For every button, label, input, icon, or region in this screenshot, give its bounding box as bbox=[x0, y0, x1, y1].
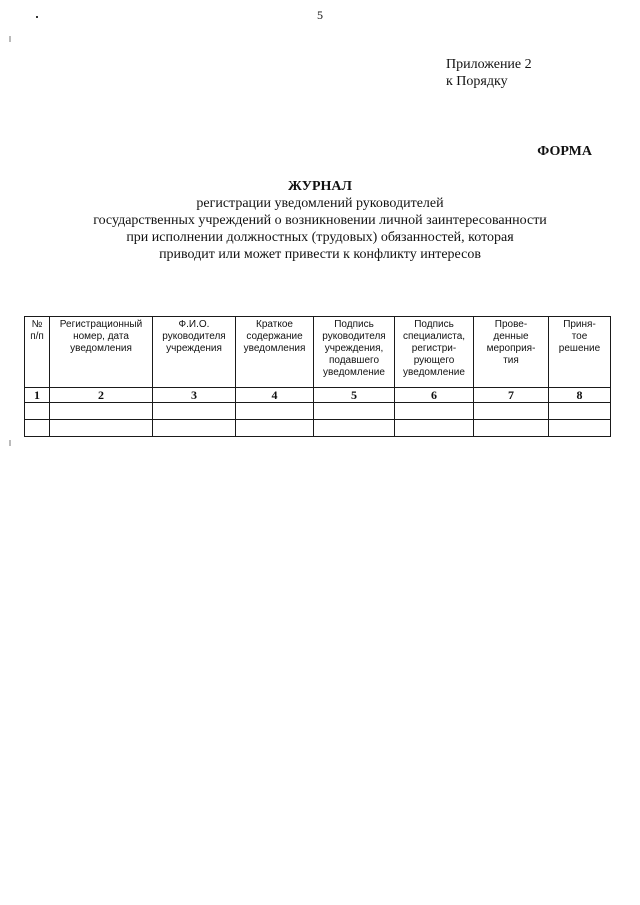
table-cell bbox=[25, 403, 50, 420]
table-cell bbox=[549, 403, 611, 420]
column-number: 7 bbox=[474, 388, 549, 403]
page-number: 5 bbox=[317, 8, 323, 22]
table-cell bbox=[25, 420, 50, 437]
table-row bbox=[25, 420, 611, 437]
appendix-note bbox=[446, 56, 532, 90]
table-cell bbox=[314, 420, 395, 437]
appendix-line: Приложение 2 bbox=[446, 57, 532, 72]
column-header-specialist-signature: Подпись специалиста, регистри- рующего уведомление bbox=[395, 317, 474, 388]
column-number: 3 bbox=[153, 388, 236, 403]
column-number: 1 bbox=[25, 388, 50, 403]
document-subtitle-line: государственных учреждений о возникновении личной заинтересованности bbox=[93, 213, 547, 228]
document-title: ЖУРНАЛ bbox=[288, 179, 352, 194]
column-number: 4 bbox=[236, 388, 314, 403]
table-header-row bbox=[25, 317, 611, 388]
column-number: 5 bbox=[314, 388, 395, 403]
column-header-number: № п/п bbox=[25, 317, 50, 388]
column-header-registration: Регистрационный номер, дата уведомления bbox=[50, 317, 153, 388]
document-subtitle-line: при исполнении должностных (трудовых) обязанностей, которая bbox=[126, 230, 514, 245]
table-cell bbox=[474, 420, 549, 437]
scan-margin-mark bbox=[9, 440, 11, 446]
table-cell bbox=[395, 420, 474, 437]
column-header-head-name: Ф.И.О. руководителя учреждения bbox=[153, 317, 236, 388]
table-row bbox=[25, 403, 611, 420]
table-cell bbox=[153, 403, 236, 420]
document-heading bbox=[0, 178, 640, 263]
table-cell bbox=[50, 420, 153, 437]
scan-margin-mark bbox=[9, 36, 11, 42]
table-cell bbox=[236, 420, 314, 437]
table-cell bbox=[50, 403, 153, 420]
journal-table bbox=[24, 316, 611, 437]
column-number: 2 bbox=[50, 388, 153, 403]
column-number: 6 bbox=[395, 388, 474, 403]
table-cell bbox=[236, 403, 314, 420]
table-cell bbox=[395, 403, 474, 420]
table-cell bbox=[153, 420, 236, 437]
document-subtitle-line: приводит или может привести к конфликту интересов bbox=[159, 247, 481, 262]
column-header-measures: Прове- денные мероприя- тия bbox=[474, 317, 549, 388]
table-cell bbox=[549, 420, 611, 437]
column-number: 8 bbox=[549, 388, 611, 403]
document-subtitle-line: регистрации уведомлений руководителей bbox=[196, 196, 444, 211]
column-header-decision: Приня- тое решение bbox=[549, 317, 611, 388]
table-cell bbox=[314, 403, 395, 420]
column-header-summary: Краткое содержание уведомления bbox=[236, 317, 314, 388]
column-header-head-signature: Подпись руководителя учреждения, подавшего уведомление bbox=[314, 317, 395, 388]
appendix-line: к Порядку bbox=[446, 74, 508, 89]
form-label: ФОРМА bbox=[537, 144, 592, 159]
table-cell bbox=[474, 403, 549, 420]
column-number-row bbox=[25, 388, 611, 403]
